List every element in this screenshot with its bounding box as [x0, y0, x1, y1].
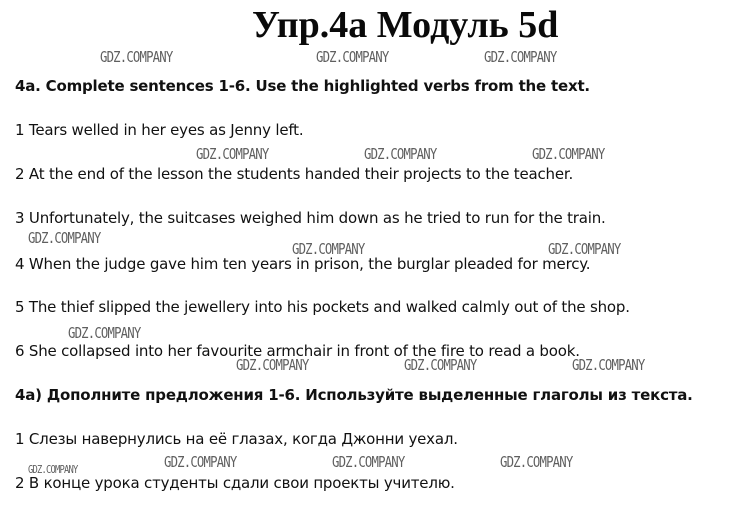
- watermark: GDZ.COMPANY: [532, 145, 605, 163]
- watermark: GDZ.COMPANY: [548, 240, 621, 258]
- english-sentence-3: 3 Unfortunately, the suitcases weighed him down as he tried to run for the train.: [15, 209, 606, 227]
- watermark: GDZ.COMPANY: [500, 453, 573, 471]
- watermark: GDZ.COMPANY: [332, 453, 405, 471]
- watermark: GDZ.COMPANY: [196, 145, 269, 163]
- watermark: GDZ.COMPANY: [292, 240, 365, 258]
- watermark: GDZ.COMPANY: [236, 356, 309, 374]
- watermark: GDZ.COMPANY: [404, 356, 477, 374]
- page-title: Упр.4а Модуль 5d: [252, 4, 559, 46]
- english-sentence-5: 5 The thief slipped the jewellery into his pockets and walked calmly out of the shop.: [15, 298, 630, 316]
- watermark: GDZ.COMPANY: [484, 48, 557, 66]
- russian-sentence-2: 2 В конце урока студенты сдали свои проекты учителю.: [15, 474, 455, 492]
- english-sentence-6: 6 She collapsed into her favourite armchair in front of the fire to read a book.: [15, 342, 580, 360]
- watermark: GDZ.COMPANY: [68, 324, 141, 342]
- watermark: GDZ.COMPANY: [316, 48, 389, 66]
- english-sentence-1: 1 Tears welled in her eyes as Jenny left.: [15, 121, 304, 139]
- watermark: GDZ.COMPANY: [364, 145, 437, 163]
- watermark: GDZ.COMPANY: [28, 463, 78, 476]
- watermark: GDZ.COMPANY: [28, 229, 101, 247]
- watermark: GDZ.COMPANY: [572, 356, 645, 374]
- russian-heading: 4а) Дополните предложения 1-6. Используйте выделенные глаголы из текста.: [15, 386, 693, 404]
- english-heading: 4a. Complete sentences 1-6. Use the highlighted verbs from the text.: [15, 77, 590, 95]
- english-sentence-4: 4 When the judge gave him ten years in prison, the burglar pleaded for mercy.: [15, 255, 591, 273]
- english-sentence-2: 2 At the end of the lesson the students handed their projects to the teacher.: [15, 165, 574, 183]
- watermark: GDZ.COMPANY: [164, 453, 237, 471]
- watermark: GDZ.COMPANY: [100, 48, 173, 66]
- russian-sentence-1: 1 Слезы навернулись на её глазах, когда Джонни уехал.: [15, 430, 458, 448]
